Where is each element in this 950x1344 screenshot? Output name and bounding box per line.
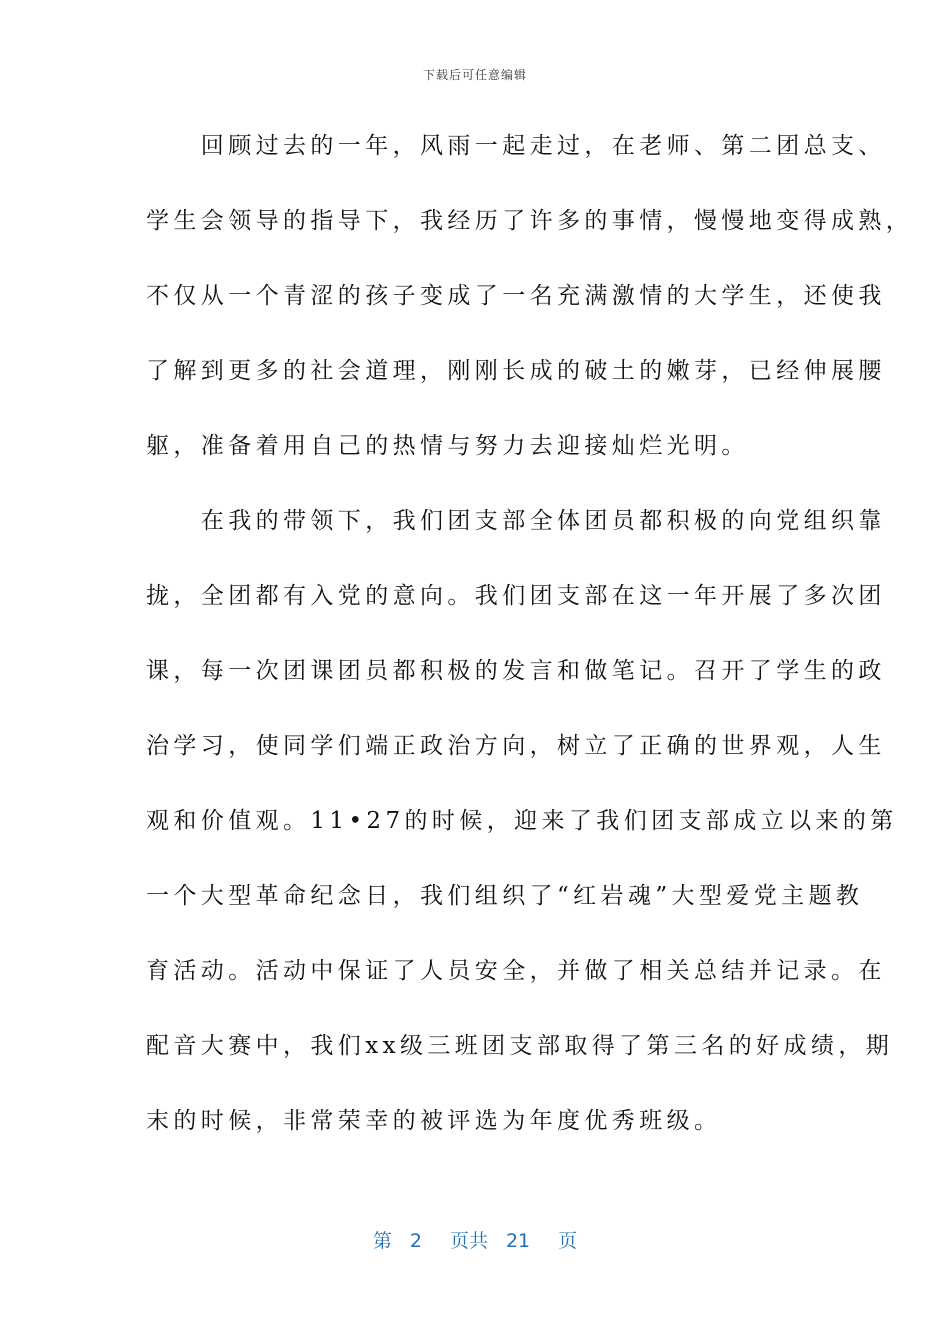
text-line: 拢，全团都有入党的意向。我们团支部在这一年开展了多次团 [146, 583, 886, 609]
page-footer [0, 1226, 950, 1253]
text-line: 不仅从一个青涩的孩子变成了一名充满激情的大学生，还使我 [146, 283, 886, 309]
text-line: 一个大型革命纪念日，我们组织了“红岩魂”大型爱党主题教 [146, 883, 864, 909]
text-line: 治学习，使同学们端正政治方向，树立了正确的世界观，人生 [146, 733, 886, 759]
page-mid: 页共 [449, 1230, 488, 1252]
text-line: 了解到更多的社会道理，刚刚长成的破土的嫩芽，已经伸展腰 [146, 358, 886, 384]
text-line: 回顾过去的一年，风雨一起走过，在老师、第二团总支、 [146, 133, 886, 159]
text-line: 末的时候，非常荣幸的被评选为年度优秀班级。 [146, 1108, 722, 1134]
text-line: 在我的带领下，我们团支部全体团员都积极的向党组织靠 [146, 508, 886, 534]
page-prefix: 第 [372, 1230, 392, 1252]
page-total: 21 [505, 1230, 531, 1252]
text-line: 躯，准备着用自己的热情与努力去迎接灿烂光明。 [146, 433, 749, 459]
text-line: 学生会领导的指导下，我经历了许多的事情，慢慢地变得成熟， [146, 208, 914, 234]
page-suffix: 页 [558, 1230, 578, 1252]
text-line: 观和价值观。11•27的时候，迎来了我们团支部成立以来的第 [146, 808, 898, 834]
page-number: 2 [409, 1230, 422, 1252]
text-line: 配音大赛中，我们xx级三班团支部取得了第三名的好成绩，期 [146, 1033, 894, 1059]
text-line: 育活动。活动中保证了人员安全，并做了相关总结并记录。在 [146, 958, 886, 984]
header-note: 下载后可任意编辑 [422, 68, 527, 82]
text-line: 课，每一次团课团员都积极的发言和做笔记。召开了学生的政 [146, 658, 886, 684]
